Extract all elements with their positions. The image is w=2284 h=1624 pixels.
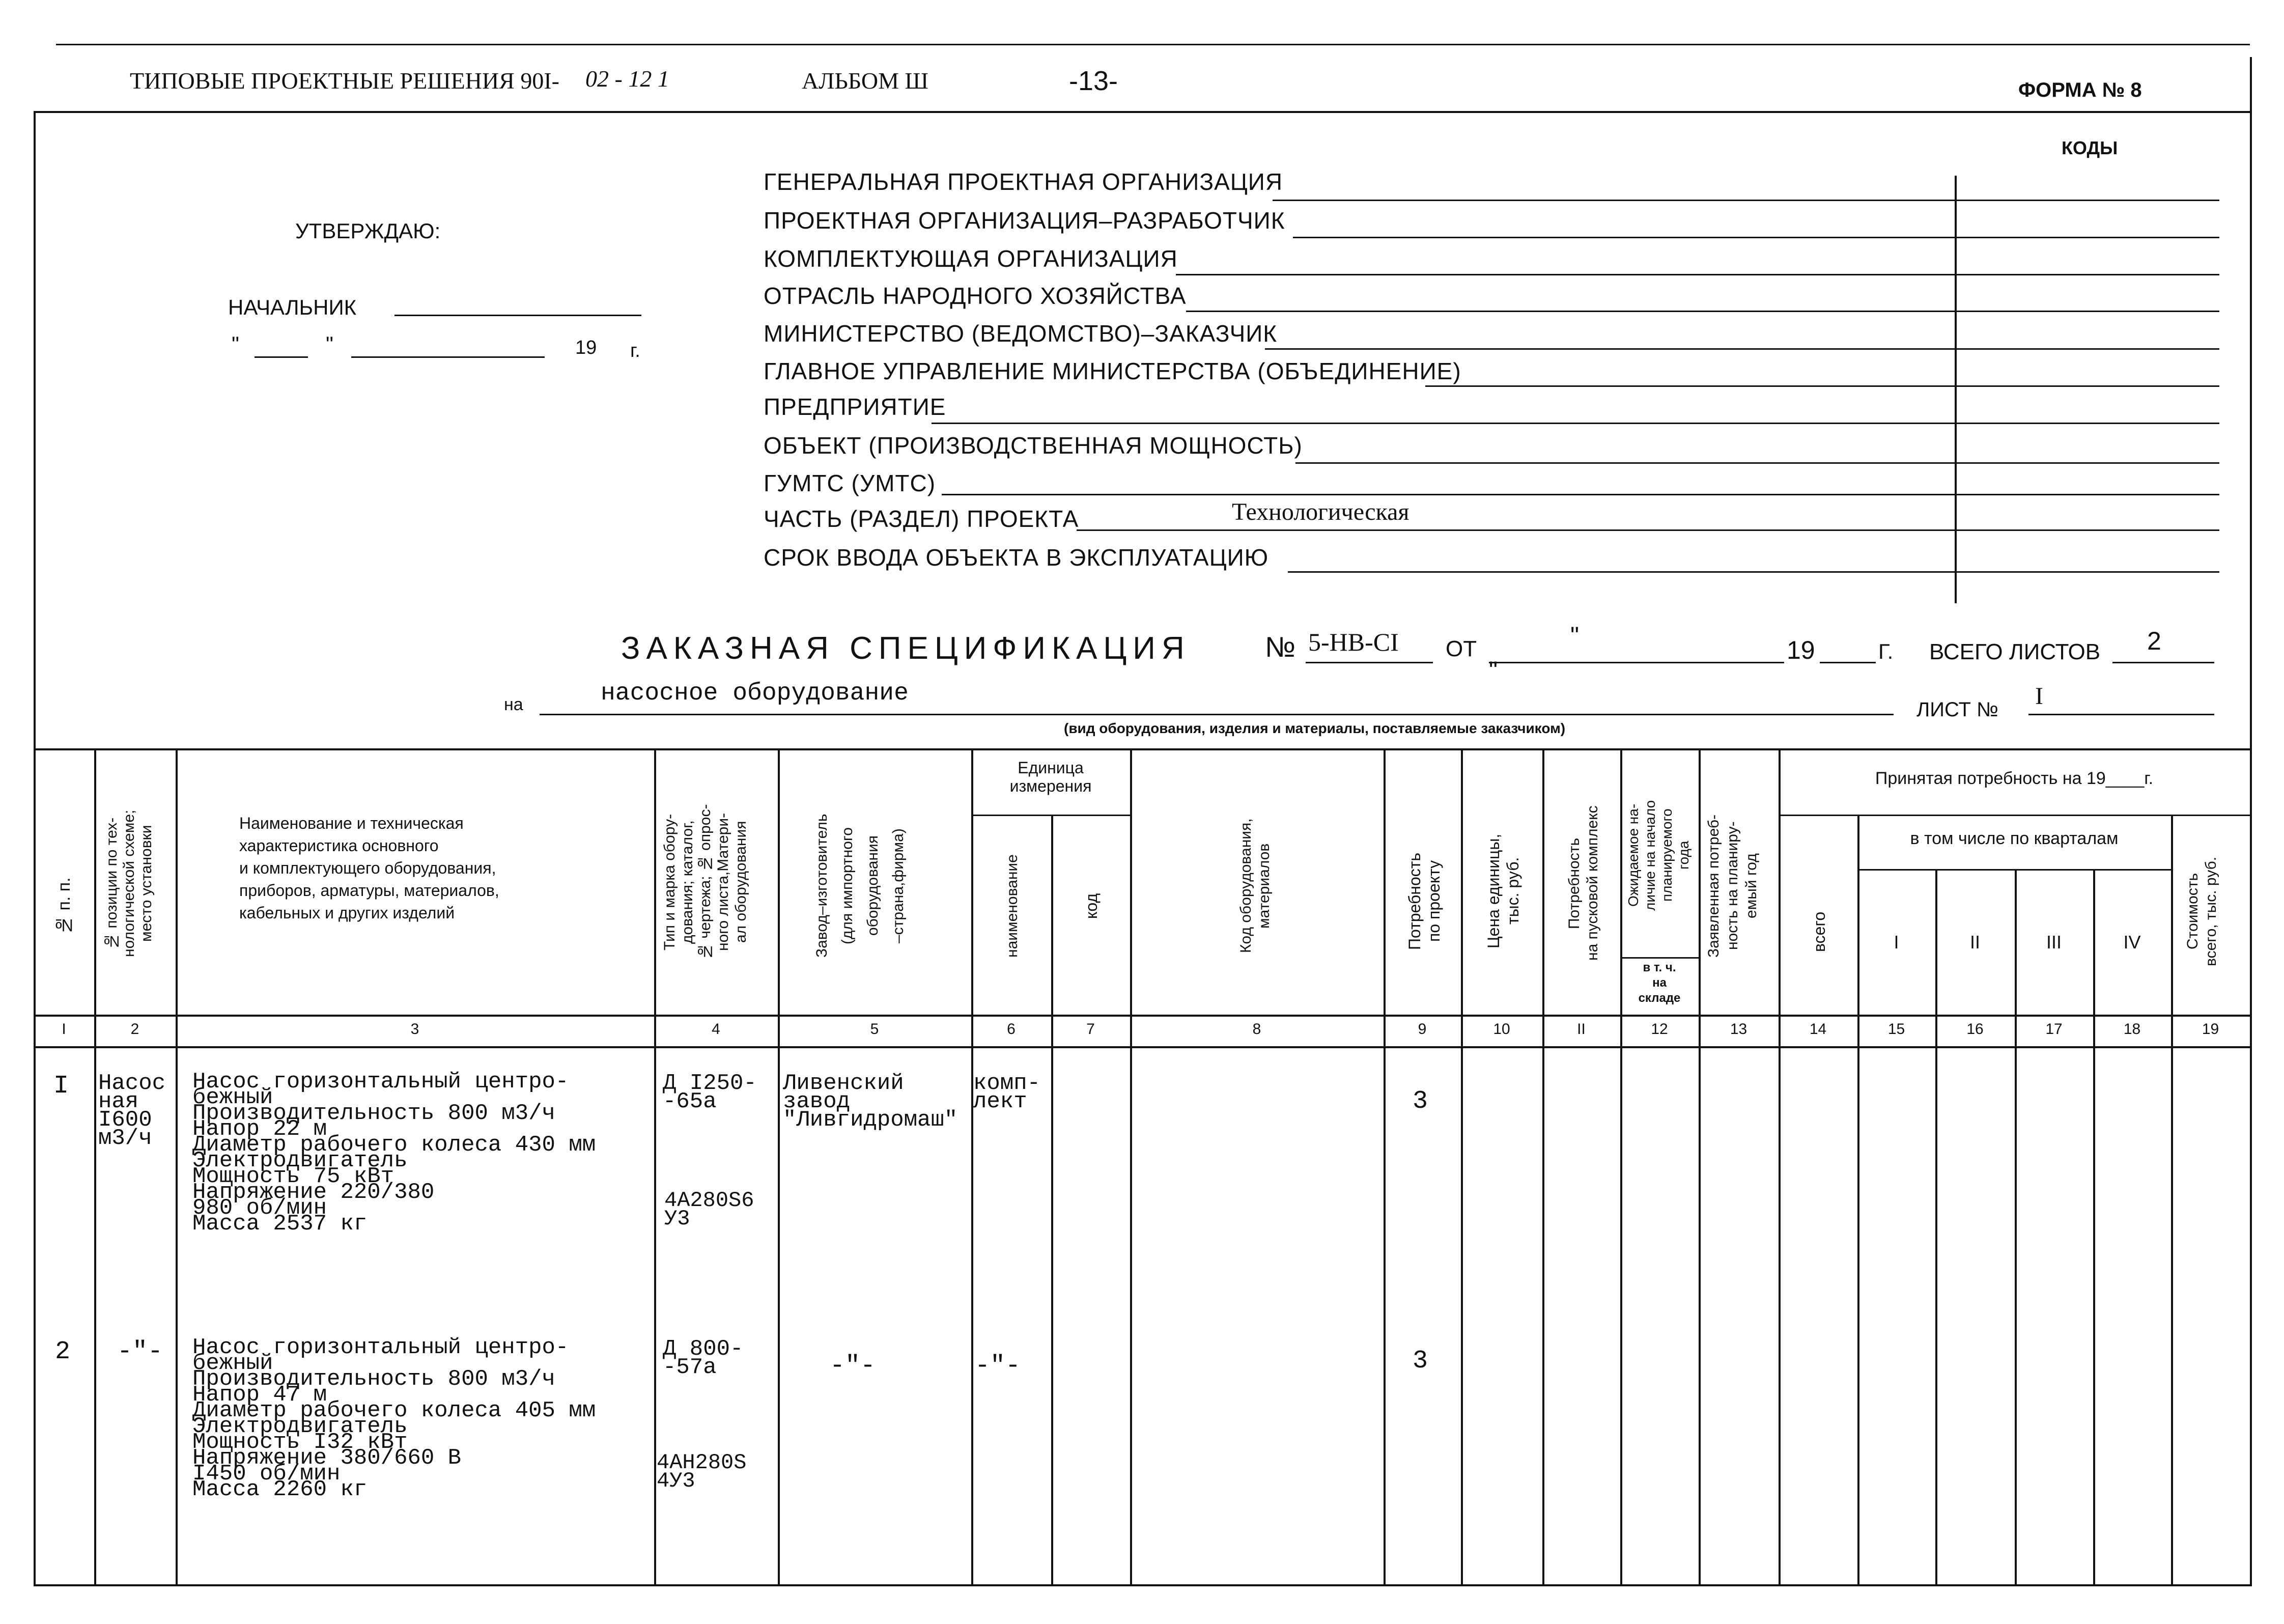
col-head-6-group: Единица измерения xyxy=(1009,759,1092,795)
col-head-1: № п. п. xyxy=(54,877,74,935)
col-head-14: всего xyxy=(1810,911,1828,952)
series-handwritten: 02 - 12 1 xyxy=(585,66,669,92)
approve-label: УТВЕРЖДАЮ: xyxy=(295,219,441,243)
org-value-part: Технологическая xyxy=(1232,498,1409,525)
row-qty: 3 xyxy=(1413,1087,1428,1116)
col-num-15: 15 xyxy=(1887,1021,1905,1038)
frame-left xyxy=(34,111,36,1586)
row-maker: Ливенский завод "Ливгидромаш" xyxy=(783,1071,958,1133)
col-num-11: II xyxy=(1577,1021,1586,1038)
spec-subject: насосное оборудование xyxy=(601,680,909,707)
org-label-deadline: СРОК ВВОДА ОБЪЕКТА В ЭКСПЛУАТАЦИЮ xyxy=(764,544,1269,571)
date-year-suffix: г. xyxy=(630,340,640,361)
date-quote-close: " xyxy=(326,332,333,356)
col-head-7: код xyxy=(1082,893,1101,919)
col-num-10: 10 xyxy=(1493,1021,1510,1038)
col-num-18: 18 xyxy=(2123,1021,2141,1038)
col-num-2: 2 xyxy=(130,1021,139,1038)
row-motor-type: 4А280S6 У3 xyxy=(664,1188,754,1231)
col-head-q4: IV xyxy=(2123,932,2141,953)
col-head-12-sub: в т. ч. на складе xyxy=(1638,961,1681,1005)
col-num-17: 17 xyxy=(2045,1021,2063,1038)
col-num-4: 4 xyxy=(712,1021,720,1038)
chief-line xyxy=(394,315,641,316)
chief-label: НАЧАЛЬНИК xyxy=(228,295,357,319)
col-num-9: 9 xyxy=(1418,1021,1427,1038)
col-num-14: 14 xyxy=(1809,1021,1827,1038)
row-unit: -"- xyxy=(975,1352,1021,1381)
col-head-4: Тип и марка обору- дования; каталог, № чертежа; № опрос- ного листа,Матери- ал оборудования xyxy=(661,804,749,960)
org-label-supplier: КОМПЛЕКТУЮЩАЯ ОРГАНИЗАЦИЯ xyxy=(764,245,1178,272)
col-head-8: Код оборудования, материалов xyxy=(1237,818,1273,954)
spec-na-label: на xyxy=(504,695,523,714)
row-name: Насос горизонтальный центро- бежный Производительность 800 м3/ч Напор 22 м Диаметр рабочего колеса 430 мм Электродвигатель Мощность 75 кВт Напряжение 220/380 980 об/мин Масса 2537 кг xyxy=(192,1069,596,1237)
org-label-developer: ПРОЕКТНАЯ ОРГАНИЗАЦИЯ–РАЗРАБОТЧИК xyxy=(764,207,1285,234)
spec-from-label: ОТ xyxy=(1446,636,1477,661)
row-unit: комп- лект xyxy=(973,1071,1041,1114)
spec-quote-1: " xyxy=(1570,623,1580,650)
spec-sheet-value: I xyxy=(2035,683,2043,710)
col-num-1: I xyxy=(62,1021,66,1038)
row-maker: -"- xyxy=(830,1352,876,1381)
org-label-part: ЧАСТЬ (РАЗДЕЛ) ПРОЕКТА xyxy=(764,506,1079,532)
row-position: -"- xyxy=(117,1337,163,1366)
col-head-13: Заявленная потреб- ность на планиру- емый год xyxy=(1705,814,1760,958)
col-head-12: Ожидаемое на- личие на начало планируемого года xyxy=(1625,800,1691,911)
org-label-object: ОБЪЕКТ (ПРОИЗВОДСТВЕННАЯ МОЩНОСТЬ) xyxy=(764,432,1303,459)
col-num-13: 13 xyxy=(1730,1021,1747,1038)
col-head-q3: III xyxy=(2046,932,2062,953)
col-head-quarters-group: в том числе по кварталам xyxy=(1910,829,2119,848)
col-head-19: Стоимость всего, тыс. руб. xyxy=(2184,856,2219,966)
spec-g-label: Г. xyxy=(1878,639,1894,663)
date-month-line xyxy=(351,356,545,358)
col-head-q2: II xyxy=(1969,932,1980,953)
spec-total-value: 2 xyxy=(2147,627,2161,655)
col-head-q1: I xyxy=(1894,932,1899,953)
org-label-gumts: ГУМТС (УМТС) xyxy=(764,470,936,496)
date-day-line xyxy=(255,356,308,358)
row-type: Д I250- -65а xyxy=(663,1071,757,1114)
codes-label: КОДЫ xyxy=(2062,137,2118,158)
row-name: Насос горизонтальный центро- бежный Производительность 800 м3/ч Напор 47 м Диаметр рабочего колеса 405 мм Электродвигатель Мощность I32 кВт Напряжение 380/660 В I450 об/мин Масса 2260 кг xyxy=(192,1335,596,1502)
row-type: Д 800- -57а xyxy=(663,1336,744,1380)
col-head-5: Завод–изготовитель (для импортного оборудования –страна,фирма) xyxy=(813,814,907,958)
col-head-11: Потребность на пусковой комплекс xyxy=(1566,805,1601,961)
spec-quote-2: " xyxy=(1489,657,1498,684)
org-label-enterprise: ПРЕДПРИЯТИЕ xyxy=(764,394,946,420)
col-num-3: 3 xyxy=(410,1021,419,1038)
col-head-3: Наименование и техническая характеристика основного и комплектующего оборудования, приборов, арматуры, материалов, кабельных и других изделий xyxy=(239,814,499,922)
col-num-16: 16 xyxy=(1966,1021,1984,1038)
col-num-8: 8 xyxy=(1252,1021,1261,1038)
spec-no-label: № xyxy=(1265,631,1296,663)
col-num-5: 5 xyxy=(870,1021,879,1038)
org-label-main-dept: ГЛАВНОЕ УПРАВЛЕНИЕ МИНИСТЕРСТВА (ОБЪЕДИНЕНИЕ) xyxy=(764,358,1461,384)
col-num-19: 19 xyxy=(2202,1021,2219,1038)
album-label: АЛЬБОМ Ш xyxy=(802,68,928,94)
org-label-ministry: МИНИСТЕРСТВО (ВЕДОМСТВО)–ЗАКАЗЧИК xyxy=(764,320,1278,347)
date-year: 19 xyxy=(575,337,597,358)
top-rule xyxy=(56,44,2250,45)
form-number: ФОРМА № 8 xyxy=(2018,79,2142,101)
date-quote-open: " xyxy=(232,332,239,356)
col-num-7: 7 xyxy=(1086,1021,1095,1038)
row-position: Насос ная I600 м3/ч xyxy=(98,1071,166,1151)
col-head-2: № позиции по тех- нологической схеме; место установки xyxy=(103,809,155,957)
spec-total-label: ВСЕГО ЛИСТОВ xyxy=(1929,639,2101,664)
spec-no-value: 5-НВ-СI xyxy=(1308,628,1399,656)
codes-divider xyxy=(1955,176,1957,603)
frame-bottom xyxy=(34,1584,2252,1586)
col-num-6: 6 xyxy=(1007,1021,1016,1038)
frame-top xyxy=(34,111,2252,113)
row-number: I xyxy=(53,1072,69,1101)
row-number: 2 xyxy=(55,1337,71,1366)
col-num-12: 12 xyxy=(1651,1021,1668,1038)
spec-title: ЗАКАЗНАЯ СПЕЦИФИКАЦИЯ xyxy=(621,631,1191,666)
col-head-6: наименование xyxy=(1004,854,1021,958)
row-motor-type: 4АН280S 4У3 xyxy=(657,1450,747,1493)
spec-year-label: 19 xyxy=(1787,636,1815,664)
col-head-10: Цена единицы, тыс. руб. xyxy=(1484,833,1522,948)
series-title: ТИПОВЫЕ ПРОЕКТНЫЕ РЕШЕНИЯ 90I- xyxy=(130,68,559,94)
col-head-9: Потребность по проекту xyxy=(1405,852,1443,950)
frame-right xyxy=(2250,57,2252,1586)
org-label-industry: ОТРАСЛЬ НАРОДНОГО ХОЗЯЙСТВА xyxy=(764,283,1187,309)
spec-caption: (вид оборудования, изделия и материалы, поставляемые заказчиком) xyxy=(1064,720,1566,736)
org-label-general: ГЕНЕРАЛЬНАЯ ПРОЕКТНАЯ ОРГАНИЗАЦИЯ xyxy=(764,169,1283,195)
spec-sheet-label: ЛИСТ № xyxy=(1916,698,1999,721)
col-head-14-group: Принятая потребность на 19____г. xyxy=(1875,769,2154,788)
row-qty: 3 xyxy=(1413,1347,1428,1376)
page-number: -13- xyxy=(1069,66,1118,96)
